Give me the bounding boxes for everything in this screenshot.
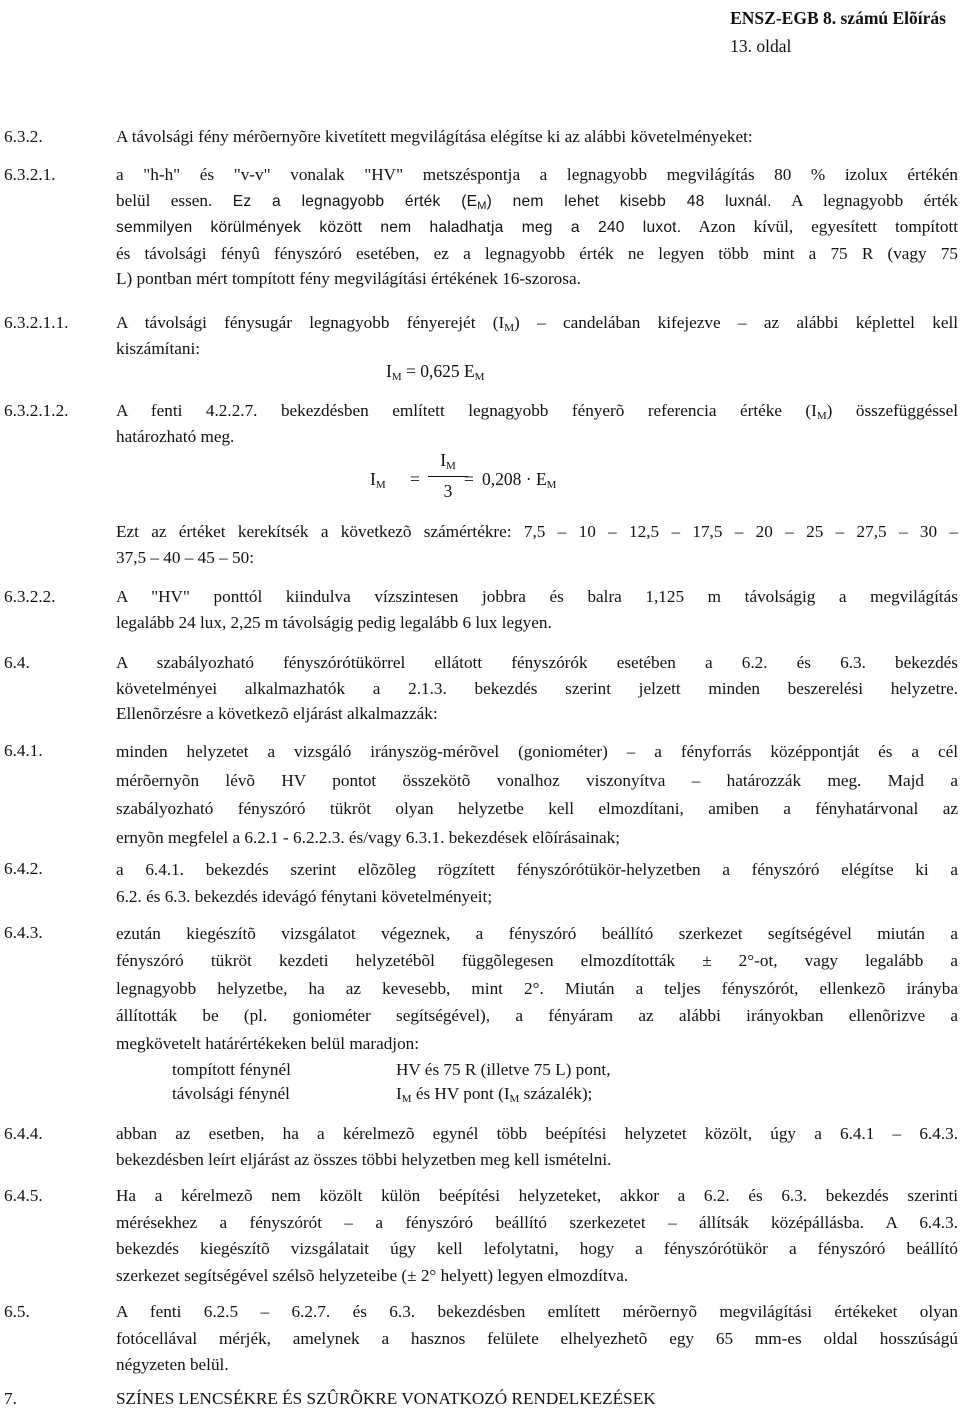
section-heading: SZÍNES LENCSÉKRE ÉS SZÛRÕKRE VONATKOZÓ RENDELKEZÉSEK: [116, 1389, 656, 1408]
text-line: fényszóró tükröt kezdeti helyzetébõl függõlegesen elmozdították ± 2°-ot, vagy legalább a: [116, 951, 958, 971]
text-line: határozható meg.: [116, 426, 235, 446]
section-number: 6.4.4.: [4, 1124, 43, 1143]
text-line: szerkezet segítségével szélsõ helyzeteibe (± 2° helyett) legyen elmozdítva.: [116, 1265, 629, 1285]
text-line: a 6.4.1. bekezdés szerint elõzõleg rögzített fényszórótükör-helyzetben a fényszóró elégítse ki a: [116, 860, 958, 879]
text-line: Ha a kérelmezõ nem közölt külön beépítési helyzeteket, akkor a 6.2. és 6.3. bekezdés szerinti: [116, 1186, 958, 1205]
text-line: Ezt az értéket kerekítsék a következõ számértékre: 7,5 – 10 – 12,5 – 17,5 – 20 – 25 – 27,5 – 30 –: [116, 522, 958, 541]
text-line: L) pontban mért tompított fény megvilágítási értékének 16-szorosa.: [116, 269, 581, 288]
text-line: megkövetelt határértékeken belül maradjon:: [116, 1033, 420, 1053]
text-line: semmilyen körülmények között nem haladhatja meg a 240 luxot. Azon kívül, egyesített tompított: [116, 217, 959, 236]
page-number: 13. oldal: [730, 36, 792, 56]
section-number: 6.4.: [4, 653, 30, 672]
text-line: bekezdés kiegészítõ vizsgálatait úgy kell lefolytatni, hogy a fényszórótükör a fényszóró beállító: [116, 1239, 958, 1259]
text-line: A szabályozható fényszórótükörrel ellátott fényszórók esetében a 6.2. és 6.3. bekezdés: [116, 653, 958, 672]
section-number: 6.3.2.: [4, 127, 43, 146]
list-label-main: távolsági fénynél: [172, 1084, 290, 1103]
text-line: fotócellával mérjék, amelynek a hasznos felülete elhelyezhetõ egy 65 mm-es oldal hosszúságú: [116, 1328, 958, 1348]
list-label-dipped: tompított fénynél: [172, 1060, 291, 1079]
text-line: legalább 24 lux, 2,25 m távolságig pedig legalább 6 lux legyen.: [116, 612, 552, 632]
text-line: legnagyobb helyzetbe, ha az kevesebb, mint 2°. Miután a teljes fényszórót, ellenkezõ irányba: [116, 978, 958, 998]
text-line: követelményei alkalmazhatók a 2.1.3. bekezdés szerint jelzett minden beszerelési helyzetre.: [116, 678, 958, 698]
section-number: 6.3.2.2.: [4, 587, 56, 606]
list-value-main: $I_M$ és HV pont ($I_M$ százalék);: [396, 1084, 593, 1105]
section-number: 6.3.2.1.2.: [4, 401, 69, 420]
text-line: a "h-h" és "v-v" vonalak "HV" metszéspontja a legnagyobb megvilágítás 80 % izolux értékén: [116, 165, 958, 184]
section-number: 6.3.2.1.1.: [4, 313, 69, 332]
section-number: 6.4.2.: [4, 859, 43, 878]
section-number: 7.: [4, 1389, 17, 1408]
text-line: mérõernyõn lévõ HV pontot összekötõ vonalhoz viszonyítva – határozzák meg. Majd a: [116, 770, 958, 790]
section-number: 6.4.3.: [4, 923, 43, 942]
section-number: 6.3.2.1.: [4, 165, 56, 184]
text-line: kiszámítani:: [116, 338, 201, 358]
text-line: A távolsági fénysugár legnagyobb fényerejét $(I_M)$ – candelában kifejezve – az alábbi képlettel kell: [116, 313, 958, 334]
page-header: [730, 4, 946, 60]
section-number: 6.4.1.: [4, 741, 43, 760]
section-text: A távolsági fény mérõernyõre kivetített megvilágítása elégítse ki az alábbi követelményeket:: [116, 127, 753, 146]
text-line: A fenti 4.2.2.7. bekezdésben említett legnagyobb fényerõ referencia értéke $(I_M)$ összefüggéssel: [116, 401, 958, 422]
formula-im: $I_M = 0,625$ $E_M$: [386, 361, 485, 383]
text-line: és távolsági fényû fényszóró esetében, ez a legnagyobb érték ne legyen több mint a 75 R (vagy 75: [116, 243, 958, 263]
text-line: négyzeten belül.: [116, 1355, 229, 1375]
text-line: 6.2. és 6.3. bekezdés idevágó fénytani követelményeit;: [116, 887, 493, 906]
text-line: abban az esetben, ha a kérelmezõ egynél több beépítési helyzetet közölt, úgy a 6.4.1 – 6.4.3.: [116, 1124, 958, 1143]
text-line: A fenti 6.2.5 – 6.2.7. és 6.3. bekezdésben említett mérõernyõ megvilágítási értékeket olyan: [116, 1302, 958, 1321]
document-title: ENSZ-EGB 8. számú Elõírás: [730, 8, 946, 28]
section-number: 6.4.5.: [4, 1186, 43, 1205]
text-line: minden helyzetet a vizsgáló irányszög-mérõvel (goniométer) – a fényforrás középpontját és a cél: [116, 742, 958, 761]
list-value-dipped: HV és 75 R (illetve 75 L) pont,: [396, 1060, 611, 1079]
text-line: 37,5 – 40 – 45 – 50:: [116, 547, 254, 567]
section-number: 6.5.: [4, 1302, 30, 1321]
text-line: Ellenõrzésre a következõ eljárást alkalmazzák:: [116, 704, 438, 723]
text-line: állították be (pl. goniométer segítségével), a fényáram az alábbi irányokban ellenõrizve a: [116, 1006, 958, 1026]
text-line: mérésekhez a fényszórót – a fényszóró beállító szerkezetet – állítsák középállásba. A 6.4.3.: [116, 1212, 958, 1232]
text-line: belül essen. Ez a legnagyobb érték $(E_M)$ nem lehet kisebb 48 luxnál. A legnagyobb érték: [116, 190, 958, 212]
text-line: bekezdésben leírt eljárást az összes többi helyzetben meg kell ismételni.: [116, 1149, 612, 1169]
text-line: ezután kiegészítõ vizsgálatot végeznek, a fényszóró beállító szerkezet segítségével miután a: [116, 924, 958, 943]
text-line: ernyõn megfelel a 6.2.1 - 6.2.2.3. és/vagy 6.3.1. bekezdések elõírásainak;: [116, 827, 621, 847]
text-line: szabályozható fényszóró tükröt olyan helyzetbe kell elmozdítani, amiben a fényhatárvonal az: [116, 799, 958, 818]
text-line: A "HV" ponttól kiindulva vízszintesen jobbra és balra 1,125 m távolságig a megvilágítás: [116, 587, 958, 606]
